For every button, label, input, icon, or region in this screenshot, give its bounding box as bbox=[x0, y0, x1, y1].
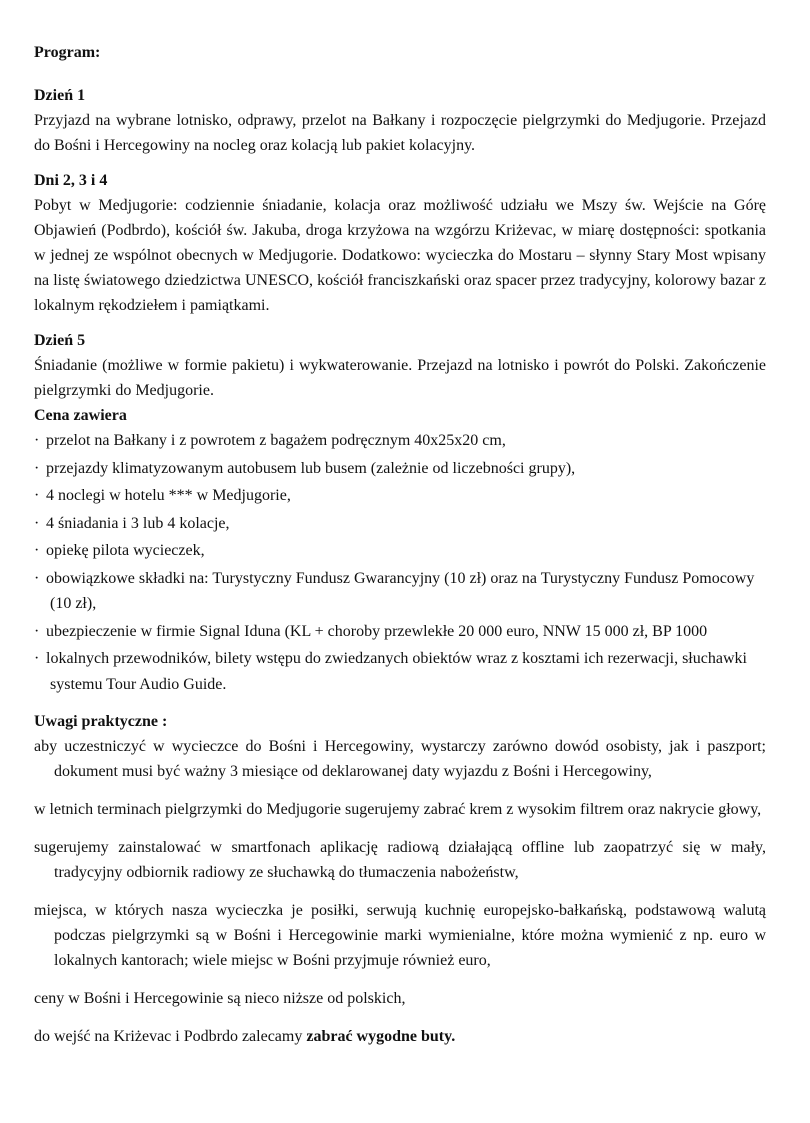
days-2-4-heading: Dni 2, 3 i 4 bbox=[34, 172, 108, 189]
list-item: aby uczestniczyć w wycieczce do Bośni i Hercegowiny, wystarczy zarówno dowód osobisty, jak i paszport; dokument musi być ważny 3 miesiące od deklarowanej daty wyjazdu z Bośni i Hercegowiny, bbox=[34, 738, 766, 780]
bullet-icon: · bbox=[34, 487, 40, 504]
price-includes-list bbox=[34, 428, 766, 697]
list-item: · przelot na Bałkany i z powrotem z bagażem podręcznym 40x25x20 cm, bbox=[34, 428, 766, 454]
bullet-icon: · bbox=[34, 542, 40, 559]
day-5-heading: Dzień 5 bbox=[34, 332, 86, 349]
day-5-text: Śniadanie (możliwe w formie pakietu) i wykwaterowanie. Przejazd na lotnisko i powrót do Polski. Zakończenie pielgrzymki do Medjugorie. bbox=[34, 357, 766, 399]
list-item: · ubezpieczenie w firmie Signal Iduna (KL + choroby przewlekłe 20 000 euro, NNW 15 000 zł, BP 1000 bbox=[34, 619, 766, 645]
price-includes-heading: Cena zawiera bbox=[34, 407, 127, 424]
list-item: · 4 śniadania i 3 lub 4 kolacje, bbox=[34, 511, 766, 537]
list-item: · 4 noclegi w hotelu *** w Medjugorie, bbox=[34, 483, 766, 509]
bullet-icon: · bbox=[34, 650, 40, 667]
bullet-icon: · bbox=[34, 459, 40, 477]
list-item: · obowiązkowe składki na: Turystyczny Fundusz Gwarancyjny (10 zł) oraz na Turystyczny Fundusz Pomocowy (10 zł), bbox=[34, 566, 766, 617]
day-1-heading: Dzień 1 bbox=[34, 87, 86, 104]
bullet-icon: · bbox=[34, 432, 40, 449]
list-item bbox=[34, 1024, 766, 1049]
document-page bbox=[34, 40, 766, 1049]
list-item: · opiekę pilota wycieczek, bbox=[34, 538, 766, 564]
page-title: Program: bbox=[34, 44, 101, 61]
note-emphasis: zabrać wygodne buty. bbox=[306, 1028, 456, 1045]
practical-notes-heading: Uwagi praktyczne : bbox=[34, 713, 168, 730]
practical-notes-section bbox=[34, 709, 766, 1049]
list-item: · przejazdy klimatyzowanym autobusem lub busem (zależnie od liczebności grupy), bbox=[34, 456, 766, 482]
bullet-icon: · bbox=[34, 622, 40, 640]
bullet-icon: · bbox=[34, 569, 40, 587]
list-item: · lokalnych przewodników, bilety wstępu do zwiedzanych obiektów wraz z kosztami ich rezerwacji, słuchawki systemu Tour Audio Guide. bbox=[34, 646, 766, 697]
list-item: miejsca, w których nasza wycieczka je posiłki, serwują kuchnię europejsko-bałkańską, podstawową walutą podczas pielgrzymki są w Bośni i Hercegowinie marki wymienialne, które można wymienić z np. euro w lokalnych kantorach; wiele miejsc w Bośni przyjmuje również euro, bbox=[34, 902, 766, 969]
day-1-text: Przyjazd na wybrane lotnisko, odprawy, przelot na Bałkany i rozpoczęcie pielgrzymki do Medjugorie. Przejazd do Bośni i Hercegowiny na nocleg oraz kolacją lub pakiet kolacyjny. bbox=[34, 112, 766, 154]
days-2-4-text: Pobyt w Medjugorie: codziennie śniadanie, kolacja oraz możliwość udziału we Mszy św. Wejście na Górę Objawień (Podbrdo), kościół św. Jakuba, droga krzyżowa na wzgórzu Kriżevac, w miarę dostępności: spotkania w jednej ze wspólnot obecnych w Medjugorie. Dodatkowo: wycieczka do Mostaru – słynny Stary Most wpisany na listę światowego dziedzictwa UNESCO, kościół franciszkański oraz spacer przez tradycyjny, kolorowy bazar z lokalnym rękodziełem i pamiątkami. bbox=[34, 197, 766, 314]
list-item: w letnich terminach pielgrzymki do Medjugorie sugerujemy zabrać krem z wysokim filtrem oraz nakrycie głowy, bbox=[34, 801, 762, 818]
days-2-4-section bbox=[34, 168, 766, 318]
practical-notes-list bbox=[34, 734, 766, 1049]
list-item: ceny w Bośni i Hercegowinie są nieco niższe od polskich, bbox=[34, 990, 406, 1007]
bullet-icon: · bbox=[34, 514, 40, 532]
day-1-section bbox=[34, 83, 766, 158]
note-text: do wejść na Kriżevac i Podbrdo zalecamy bbox=[34, 1028, 307, 1045]
price-includes-section bbox=[34, 403, 766, 697]
list-item: sugerujemy zainstalować w smartfonach aplikację radiową działającą offline lub zaopatrzyć się w mały, tradycyjny odbiornik radiowy ze słuchawką do tłumaczenia nabożeństw, bbox=[34, 839, 766, 881]
day-5-section bbox=[34, 328, 766, 403]
